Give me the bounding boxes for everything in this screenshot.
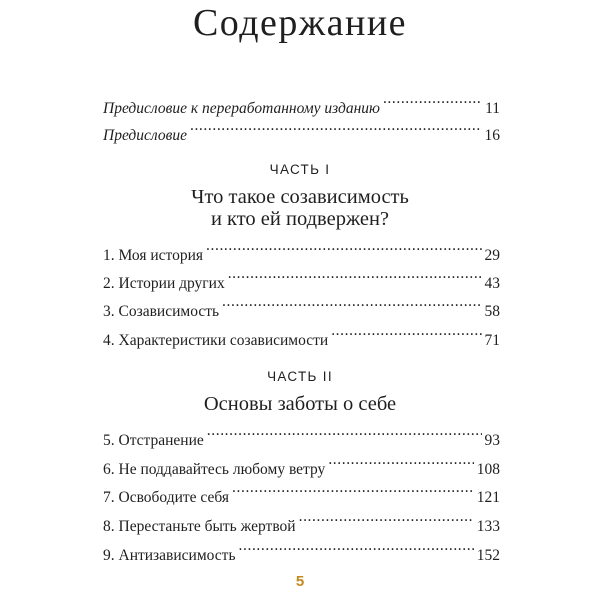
toc-entry-label: 8. Перестаньте быть жертвой	[103, 518, 296, 535]
toc-entry-page: 29	[484, 247, 500, 264]
toc-entry-chapter-2	[103, 268, 500, 294]
dot-leader	[331, 325, 481, 345]
part-title: и кто ей подвержен?	[210, 208, 390, 230]
toc-entry-label: 9. Антизависимость	[103, 547, 236, 564]
toc-entry-page: 58	[484, 303, 500, 320]
toc-entry-label: 2. Истории других	[103, 275, 225, 292]
page-title: Содержание	[192, 2, 408, 44]
toc-entry-chapter-7	[103, 482, 500, 508]
dot-leader	[222, 296, 481, 316]
dot-leader	[239, 540, 474, 560]
dot-leader	[299, 511, 474, 531]
toc-entry-label: Предисловие	[103, 127, 187, 144]
dot-leader	[206, 240, 481, 260]
toc-entry-label: Предисловие к переработанному изданию	[103, 100, 380, 117]
toc-entry-foreword	[103, 120, 500, 146]
toc-entry-chapter-5	[103, 425, 500, 451]
dot-leader	[232, 482, 474, 502]
page-number: 5	[295, 573, 305, 590]
toc-entry-label: 1. Моя история	[103, 247, 204, 264]
toc-entry-chapter-3	[103, 296, 500, 322]
toc-entry-label: 6. Не поддавайтесь любому ветру	[103, 461, 326, 478]
part-title: Основы заботы о себе	[203, 393, 397, 415]
toc-entry-chapter-4	[103, 325, 500, 351]
toc-entry-page: 43	[484, 275, 500, 292]
toc-entry-page: 121	[476, 489, 500, 506]
dot-leader	[383, 93, 482, 113]
toc-entry-page: 16	[484, 127, 500, 144]
toc-entry-page: 11	[485, 100, 500, 117]
toc-entry-chapter-8	[103, 511, 500, 537]
dot-leader	[190, 120, 482, 140]
toc-entry-chapter-9	[103, 540, 500, 566]
toc-entry-foreword-revised	[103, 93, 500, 119]
toc-entry-page: 152	[476, 547, 500, 564]
part-label: ЧАСТЬ II	[267, 369, 333, 384]
toc-entry-label: 5. Отстранение	[103, 432, 204, 449]
toc-entry-label: 4. Характеристики созависимости	[103, 332, 329, 349]
toc-entry-page: 108	[476, 461, 500, 478]
toc-entry-chapter-6	[103, 454, 500, 480]
toc-entry-label: 3. Созависимость	[103, 303, 220, 320]
toc-entry-page: 93	[484, 432, 500, 449]
toc-entry-page: 71	[484, 332, 500, 349]
toc-entry-label: 7. Освободите себя	[103, 489, 230, 506]
toc-entry-page: 133	[476, 518, 500, 535]
dot-leader	[207, 425, 482, 445]
dot-leader	[228, 268, 482, 288]
dot-leader	[328, 454, 473, 474]
part-label: ЧАСТЬ I	[269, 162, 331, 177]
toc-entry-chapter-1	[103, 240, 500, 266]
part-title: Что такое созависимость	[191, 186, 409, 208]
